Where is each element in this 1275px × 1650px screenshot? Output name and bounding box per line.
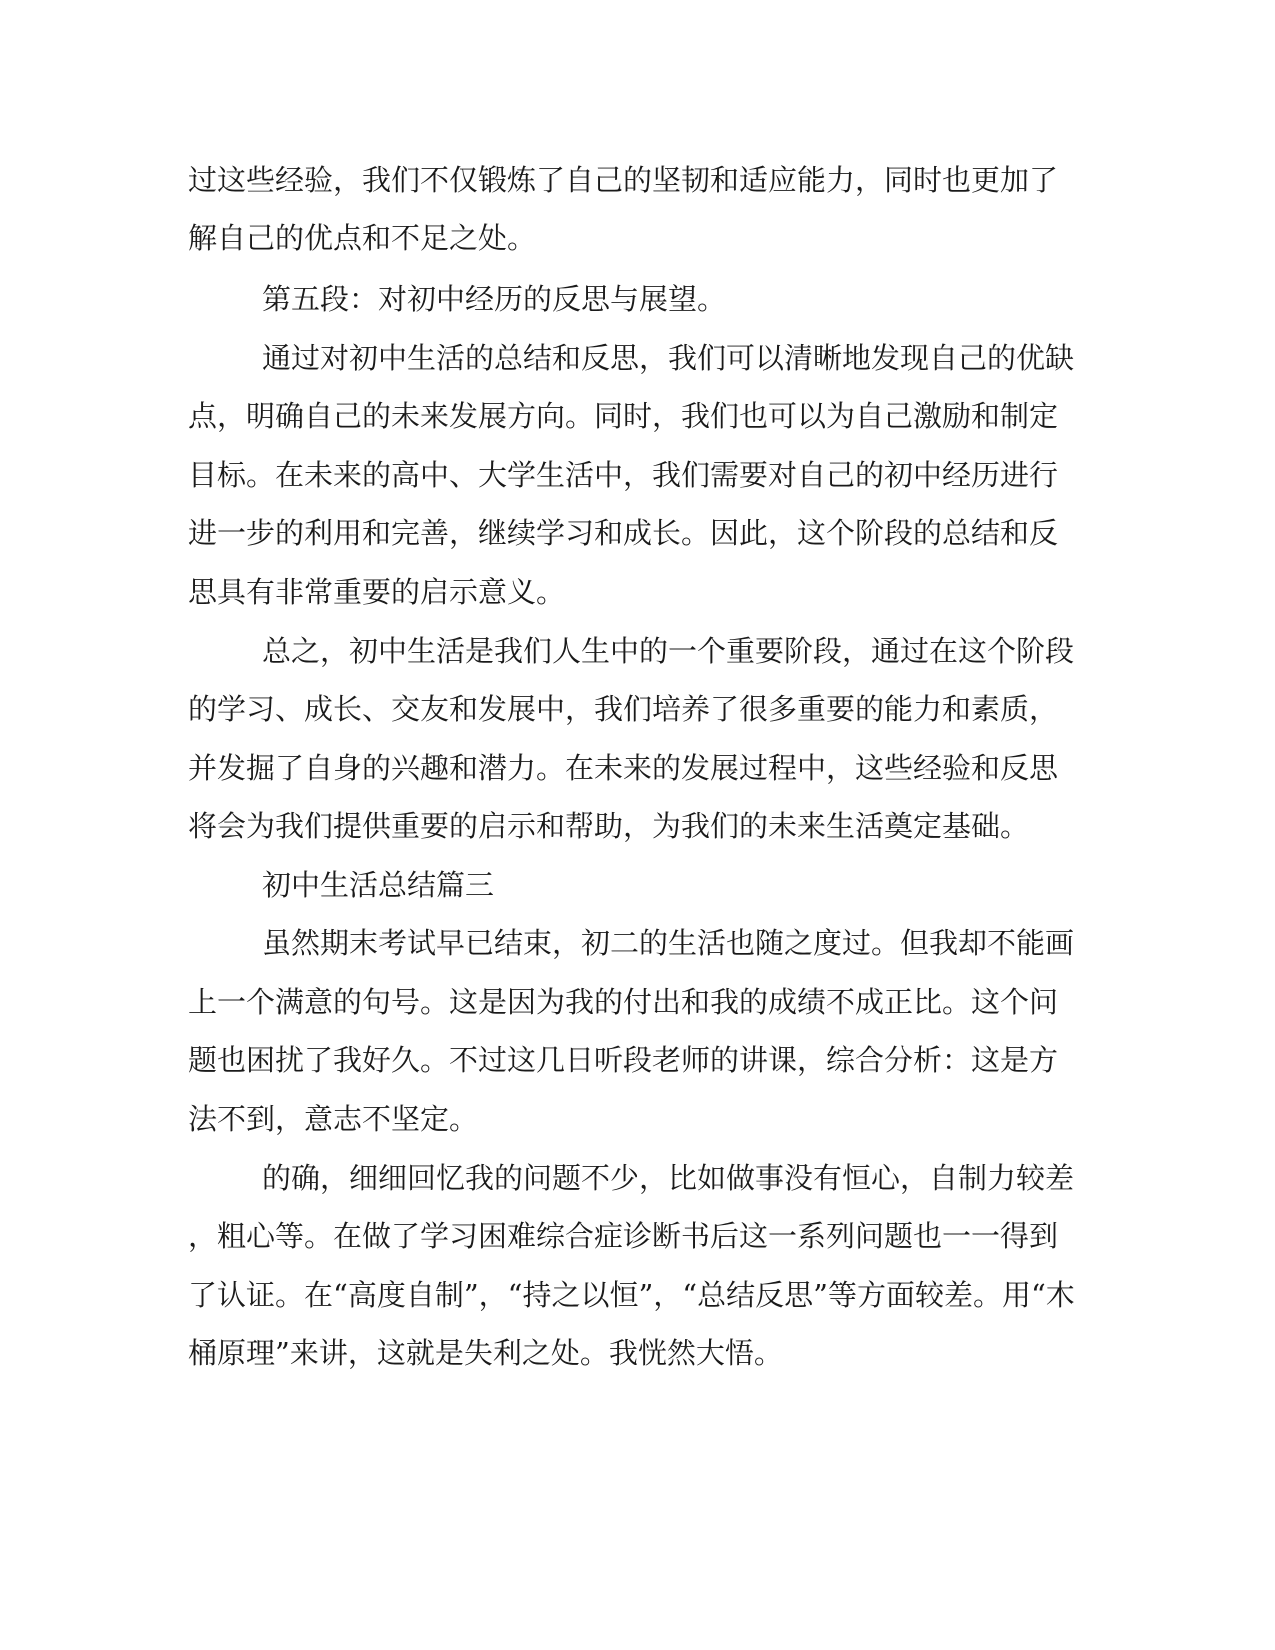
body-text-line: 进一步的利用和完善，继续学习和成长。因此，这个阶段的总结和反 [188, 516, 1059, 550]
body-text-line: 解自己的优点和不足之处。 [188, 221, 537, 255]
body-text-line: 思具有非常重要的启示意义。 [188, 575, 566, 609]
body-text-line: 通过对初中生活的总结和反思，我们可以清晰地发现自己的优缺 [262, 341, 1075, 375]
body-text-line: 并发掘了自身的兴趣和潜力。在未来的发展过程中，这些经验和反思 [188, 751, 1059, 785]
body-text-line: ，粗心等。在做了学习困难综合症诊断书后这一系列问题也一一得到 [188, 1219, 1059, 1253]
section-heading: 初中生活总结篇三 [262, 868, 495, 902]
body-text-line: 了认证。在“高度自制”，“持之以恒”，“总结反思”等方面较差。用“木 [188, 1278, 1075, 1312]
body-text-line: 法不到，意志不坚定。 [188, 1102, 479, 1136]
body-text-line: 桶原理”来讲，这就是失利之处。我恍然大悟。 [188, 1336, 783, 1370]
body-text-line: 的学习、成长、交友和发展中，我们培养了很多重要的能力和素质， [188, 692, 1059, 726]
body-text-line: 目标。在未来的高中、大学生活中，我们需要对自己的初中经历进行 [188, 458, 1059, 492]
body-text-line: 点，明确自己的未来发展方向。同时，我们也可以为自己激励和制定 [188, 399, 1059, 433]
body-text-line: 虽然期末考试早已结束，初二的生活也随之度过。但我却不能画 [262, 926, 1075, 960]
body-text-line: 上一个满意的句号。这是因为我的付出和我的成绩不成正比。这个问 [188, 985, 1059, 1019]
body-text-line: 将会为我们提供重要的启示和帮助，为我们的未来生活奠定基础。 [188, 809, 1030, 843]
body-text-line: 题也困扰了我好久。不过这几日听段老师的讲课，综合分析：这是方 [188, 1043, 1059, 1077]
body-text-line: 过这些经验，我们不仅锻炼了自己的坚韧和适应能力，同时也更加了 [188, 163, 1059, 197]
section-heading: 第五段：对初中经历的反思与展望。 [262, 282, 727, 316]
body-text-line: 总之，初中生活是我们人生中的一个重要阶段，通过在这个阶段 [262, 634, 1075, 668]
body-text-line: 的确，细细回忆我的问题不少，比如做事没有恒心，自制力较差 [262, 1161, 1075, 1195]
